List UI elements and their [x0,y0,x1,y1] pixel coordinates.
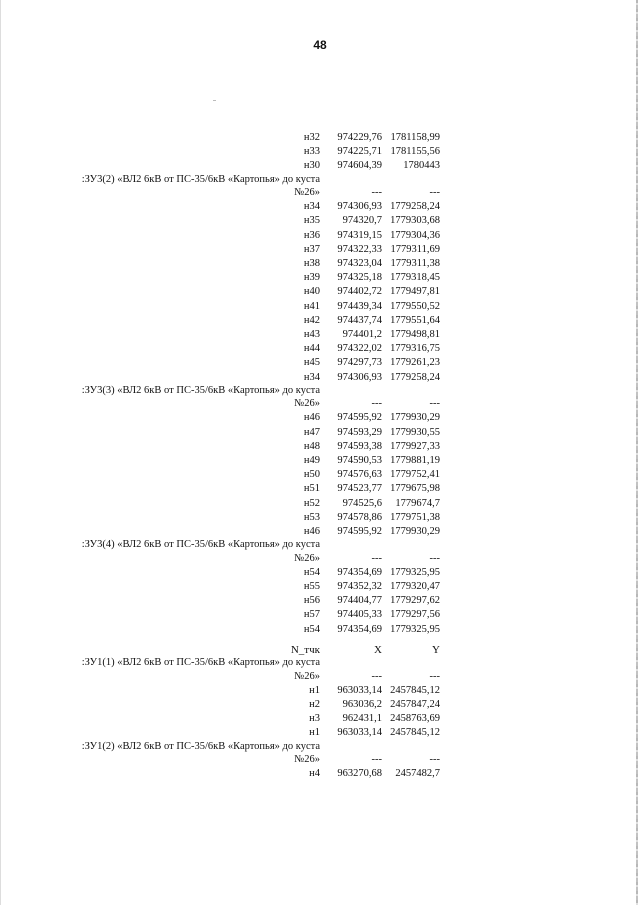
y-coordinate: 2458763,69 [390,713,440,725]
table-row [0,482,640,496]
section-title-line1: :ЗУ3(4) «ВЛ2 6кВ от ПС-35/6кВ «Картопья» до куста [81,539,320,551]
x-coordinate: 974439,34 [337,300,382,312]
y-coordinate: 1779927,33 [390,440,440,452]
table-row [0,131,640,145]
table-row [0,356,640,370]
y-coordinate: 1779674,7 [395,497,440,509]
x-coordinate: 974322,02 [337,343,382,355]
section-title-line2: №26» [294,187,320,199]
point-id: н2 [309,699,320,711]
point-id: н45 [303,357,320,369]
section-title [0,539,320,552]
x-coordinate: 974322,33 [337,243,382,255]
x-coordinate: 974405,33 [337,609,382,621]
x-coordinate: 974325,18 [337,272,382,284]
table-row [0,426,640,440]
parcel-section [0,657,640,740]
y-coordinate: 1780443 [403,160,440,172]
y-coordinate: 1779261,23 [390,357,440,369]
parcel-section [0,741,640,782]
point-id: н4 [309,768,320,780]
y-coordinate: 1779498,81 [390,328,440,340]
point-id: н38 [303,258,320,269]
table-row [0,159,640,173]
table-header-row [0,643,640,657]
scan-mark [213,100,216,101]
x-coordinate: 974593,38 [337,440,382,452]
y-coordinate: 2457482,7 [395,768,440,780]
table-row [0,300,640,314]
y-coordinate: 1779311,69 [390,243,440,255]
point-id: н33 [303,146,320,158]
y-coordinate: 1779318,45 [390,272,440,284]
point-id: н53 [303,511,320,523]
point-id: н1 [309,684,320,696]
y-coordinate: 1779930,55 [390,426,440,438]
y-coordinate: 1779304,36 [390,229,440,241]
table-row [0,214,640,228]
section-title [0,174,320,187]
y-coordinate: 1781158,99 [390,132,440,143]
section-title-row [0,670,640,684]
section-title-line1: :ЗУ3(3) «ВЛ2 6кВ от ПС-35/6кВ «Картопья» до куста [81,384,320,396]
x-coordinate: 974593,29 [337,426,382,438]
section-title-row [0,552,640,566]
point-id: н30 [303,160,320,172]
dash-x: --- [371,552,382,564]
x-coordinate: 974306,93 [337,201,382,213]
point-id: н3 [309,713,320,725]
table-row [0,566,640,580]
table-row [0,594,640,608]
section-title-line1: :ЗУ3(2) «ВЛ2 6кВ от ПС-35/6кВ «Картопья» до куста [81,173,320,185]
x-coordinate: 962431,1 [342,713,382,725]
table-row [0,726,640,740]
y-coordinate: 1779930,29 [390,412,440,424]
point-id: н56 [303,595,320,607]
y-coordinate: 2457847,24 [390,699,440,711]
table-row [0,440,640,454]
table-row [0,271,640,285]
table-row [0,511,640,525]
y-coordinate: 2457845,12 [390,684,440,696]
column-header-y: Y [432,644,440,656]
dash-y: --- [429,670,440,682]
point-id: н41 [303,300,320,312]
section-title-line2: №26» [294,398,320,410]
x-coordinate: 974323,04 [337,258,382,269]
table-row [0,314,640,328]
y-coordinate: 1779550,52 [390,300,440,312]
section-title-line2: №26» [294,670,320,682]
table-row [0,767,640,781]
y-coordinate: 1779316,75 [390,343,440,355]
point-id: н1 [309,727,320,739]
point-id: н37 [303,243,320,255]
coordinates-table-1 [0,131,640,637]
point-id: н40 [303,286,320,298]
dash-y: --- [429,187,440,199]
point-id: н54 [303,566,320,578]
y-coordinate: 1779675,98 [390,483,440,495]
dash-x: --- [371,670,382,682]
x-coordinate: 974354,69 [337,623,382,635]
parcel-section [0,539,640,637]
section-title [0,385,320,398]
table-row [0,411,640,425]
y-coordinate: 1779258,24 [390,371,440,383]
y-coordinate: 1779881,19 [390,454,440,466]
x-coordinate: 974319,15 [337,229,382,241]
point-id: н48 [303,440,320,452]
point-id: н49 [303,454,320,466]
x-coordinate: 974437,74 [337,314,382,326]
parcel-section [0,174,640,385]
table-row [0,285,640,299]
y-coordinate: 1779325,95 [390,566,440,578]
y-coordinate: 1779751,38 [390,511,440,523]
dash-x: --- [371,754,382,766]
x-coordinate: 974306,93 [337,371,382,383]
y-coordinate: 1779497,81 [390,286,440,298]
y-coordinate: 1779551,64 [390,314,440,326]
point-id: н43 [303,328,320,340]
coordinates-table-2 [0,643,640,782]
column-header-x: X [374,644,382,656]
x-coordinate: 974354,69 [337,566,382,578]
point-id: н51 [303,483,320,495]
y-coordinate: 1779752,41 [390,469,440,481]
dash-x: --- [371,398,382,410]
table-row [0,580,640,594]
section-title [0,657,320,670]
x-coordinate: 974402,72 [337,286,382,298]
x-coordinate: 974604,39 [337,160,382,172]
x-coordinate: 974225,71 [337,146,382,158]
x-coordinate: 974595,92 [337,525,382,537]
y-coordinate: 1779297,56 [390,609,440,621]
x-coordinate: 974352,32 [337,580,382,592]
point-id: н34 [303,371,320,383]
table-row [0,608,640,622]
table-row [0,468,640,482]
y-coordinate: 2457845,12 [390,727,440,739]
point-id: н42 [303,314,320,326]
section-title-row [0,397,640,411]
table-row [0,698,640,712]
section-title-row [0,186,640,200]
point-id: н55 [303,580,320,592]
x-coordinate: 974297,73 [337,357,382,369]
section-title-row [0,753,640,767]
section-title-line1: :ЗУ1(1) «ВЛ2 6кВ от ПС-35/6кВ «Картопья» до куста [81,657,320,669]
y-coordinate: 1779320,47 [390,580,440,592]
x-coordinate: 974404,77 [337,595,382,607]
parcel-section [0,385,640,539]
dash-y: --- [429,398,440,410]
page-number: 48 [313,38,327,52]
x-coordinate: 963033,14 [337,684,382,696]
y-coordinate: 1779930,29 [390,525,440,537]
section-title-line2: №26» [294,754,320,766]
dash-x: --- [371,187,382,199]
table-row [0,243,640,257]
table-row [0,328,640,342]
table-row [0,229,640,243]
table-row [0,525,640,539]
point-id: н52 [303,497,320,509]
section-title-line2: №26» [294,552,320,564]
point-id: н39 [303,272,320,284]
table-row [0,454,640,468]
x-coordinate: 963270,68 [337,768,382,780]
table-row [0,342,640,356]
y-coordinate: 1781155,56 [390,146,440,158]
x-coordinate: 974578,86 [337,511,382,523]
point-id: н44 [303,343,320,355]
table-row [0,257,640,271]
point-id: н50 [303,469,320,481]
x-coordinate: 963036,2 [342,699,382,711]
point-id: н46 [303,525,320,537]
section-title-line1: :ЗУ1(2) «ВЛ2 6кВ от ПС-35/6кВ «Картопья» до куста [81,740,320,752]
point-id: н46 [303,412,320,424]
y-coordinate: 1779303,68 [390,215,440,227]
x-coordinate: 974401,2 [342,328,382,340]
x-coordinate: 974320,7 [342,215,382,227]
dash-y: --- [429,552,440,564]
x-coordinate: 974576,63 [337,469,382,481]
table-row [0,712,640,726]
x-coordinate: 963033,14 [337,727,382,739]
table-row [0,684,640,698]
table-row [0,623,640,637]
table-row [0,371,640,385]
x-coordinate: 974595,92 [337,412,382,424]
y-coordinate: 1779258,24 [390,201,440,213]
x-coordinate: 974590,53 [337,454,382,466]
table-row [0,497,640,511]
x-coordinate: 974229,76 [337,132,382,143]
point-id: н47 [303,426,320,438]
dash-y: --- [429,754,440,766]
y-coordinate: 1779311,38 [390,258,440,269]
point-id: н34 [303,201,320,213]
y-coordinate: 1779325,95 [390,623,440,635]
point-id: н36 [303,229,320,241]
section-title [0,741,320,754]
point-id: н32 [303,132,320,143]
table-row [0,200,640,214]
column-header-point: N_тчк [290,644,320,656]
x-coordinate: 974523,77 [337,483,382,495]
x-coordinate: 974525,6 [342,497,382,509]
point-id: н54 [303,623,320,635]
y-coordinate: 1779297,62 [390,595,440,607]
table-row [0,145,640,159]
point-id: н57 [303,609,320,621]
point-id: н35 [303,215,320,227]
